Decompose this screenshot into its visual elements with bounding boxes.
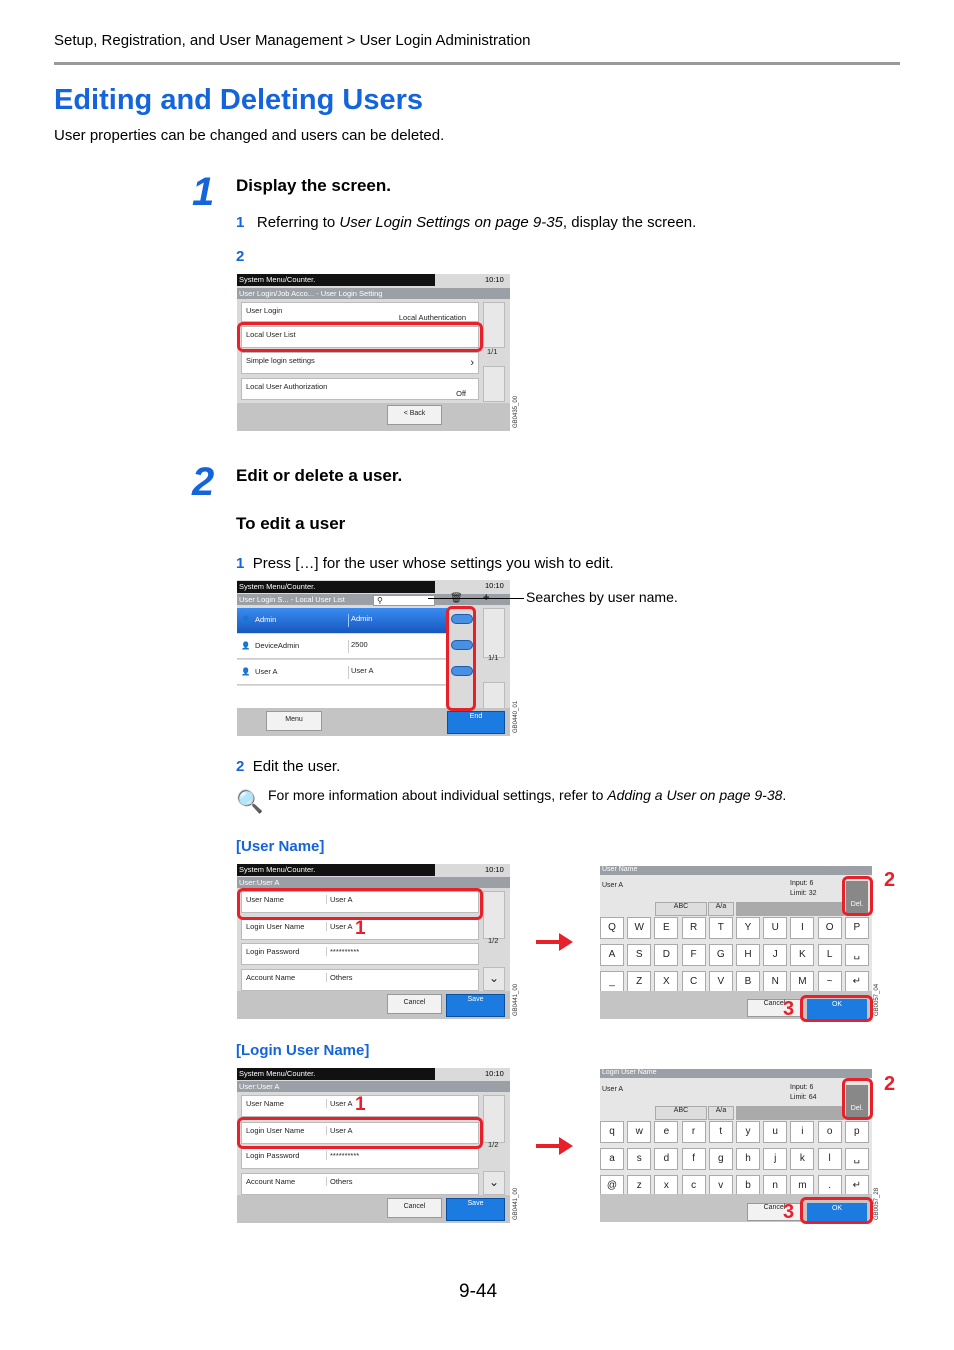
key[interactable]: f <box>682 1148 706 1170</box>
key[interactable]: K <box>790 944 814 966</box>
scroll-up-button[interactable] <box>483 1095 505 1143</box>
menu-button[interactable]: Menu <box>266 711 322 731</box>
key[interactable]: _ <box>600 971 624 993</box>
keyboard-upper: User Name User A Input: 6 Limit: 32 Del. ABC A/a Q W E R T Y U I O P A S D F G H J K L ␣ _ Z X C V B N M ~ ↵ Cancel OK <box>600 866 872 1019</box>
ok-button[interactable]: OK <box>807 999 867 1019</box>
marker-1: 1 <box>355 1094 366 1115</box>
step-2-number: 2 <box>192 460 215 504</box>
key[interactable]: P <box>845 917 869 939</box>
marker-1: 1 <box>355 918 366 939</box>
key[interactable]: u <box>763 1121 787 1143</box>
key[interactable]: h <box>736 1148 760 1170</box>
key[interactable]: T <box>709 917 733 939</box>
key[interactable]: ↵ <box>845 1175 869 1197</box>
back-button[interactable]: < Back <box>387 405 442 425</box>
field-account-name[interactable]: Account Name Others <box>241 1173 479 1195</box>
key[interactable]: O <box>818 917 842 939</box>
key[interactable]: Z <box>627 971 651 993</box>
search-callout: Searches by user name. <box>526 589 678 605</box>
key[interactable]: o <box>818 1121 842 1143</box>
key[interactable]: s <box>627 1148 651 1170</box>
screen-edit-user-1: System Menu/Counter. 10:10 User:User A User Name User A Login User Name User A Login Password ********** Account Name Others 1/2 ⌄ Cancel Save <box>237 864 510 1019</box>
key[interactable]: ↵ <box>845 971 869 993</box>
row-simple-login[interactable]: Simple login settings › <box>241 352 479 374</box>
save-button[interactable]: Save <box>446 1198 505 1221</box>
figure-code: GB0441_00 <box>513 983 519 1016</box>
key[interactable]: c <box>682 1175 706 1197</box>
key[interactable]: A <box>600 944 624 966</box>
user-icon: 👤 <box>241 615 251 624</box>
key[interactable]: I <box>790 917 814 939</box>
field-user-name[interactable]: User Name User A <box>241 891 479 913</box>
row-user-login[interactable]: User Login Local Authentication <box>241 302 479 322</box>
key[interactable]: N <box>763 971 787 993</box>
key[interactable]: W <box>627 917 651 939</box>
highlight-delete <box>842 876 873 916</box>
search-icon[interactable]: ⚲ <box>373 595 435 606</box>
page-title: Editing and Deleting Users <box>54 84 423 116</box>
field-login-user-name[interactable]: Login User Name User A <box>241 918 479 940</box>
keyboard-lower: Login User Name User A Input: 6 Limit: 64 Del. ABC A/a q w e r t y u i o p a s d f g h j k l ␣ @ z x c v b n m . ↵ Cancel OK <box>600 1069 872 1222</box>
user-icon: 👤 <box>241 667 251 676</box>
case-toggle[interactable]: A/a <box>708 902 734 916</box>
save-button[interactable]: Save <box>446 994 505 1017</box>
marker-3: 3 <box>783 1201 795 1223</box>
cursor-keys[interactable] <box>736 1106 844 1120</box>
cancel-button[interactable]: Cancel <box>747 1203 802 1221</box>
key[interactable]: l <box>818 1148 842 1170</box>
scroll-down-button[interactable]: ⌄ <box>483 967 505 991</box>
scroll-down-button[interactable] <box>483 366 505 402</box>
step-1-sub-1: 1 Referring to User Login Settings on page 9-35, display the screen. <box>236 214 697 231</box>
cancel-button[interactable]: Cancel <box>747 999 802 1017</box>
key[interactable]: L <box>818 944 842 966</box>
key[interactable]: ~ <box>818 971 842 993</box>
user-row-deviceadmin[interactable]: 👤 DeviceAdmin 2500 <box>237 634 447 659</box>
header-rule <box>54 62 900 65</box>
key[interactable]: p <box>845 1121 869 1143</box>
key[interactable]: ␣ <box>845 944 869 966</box>
highlight-edit-buttons <box>446 606 476 711</box>
key[interactable]: r <box>682 1121 706 1143</box>
highlight-ok <box>800 995 873 1022</box>
key[interactable]: j <box>763 1148 787 1170</box>
scroll-up-button[interactable] <box>483 608 505 658</box>
key[interactable]: F <box>682 944 706 966</box>
key[interactable]: k <box>790 1148 814 1170</box>
step-1-heading: Display the screen. <box>236 176 391 195</box>
key[interactable]: V <box>709 971 733 993</box>
key[interactable]: U <box>763 917 787 939</box>
field-login-user-name[interactable]: Login User Name User A <box>241 1122 479 1144</box>
key[interactable]: D <box>654 944 678 966</box>
key[interactable]: X <box>654 971 678 993</box>
key[interactable]: y <box>736 1121 760 1143</box>
key[interactable]: Y <box>736 917 760 939</box>
figure-code: GB0435_00 <box>513 395 519 428</box>
cursor-keys[interactable] <box>736 902 844 916</box>
user-row-admin[interactable]: 👤 Admin Admin <box>237 608 447 633</box>
abc-button[interactable]: ABC <box>655 1106 707 1120</box>
user-row-user-a[interactable]: 👤 User A User A <box>237 660 447 685</box>
key[interactable]: J <box>763 944 787 966</box>
key[interactable]: ␣ <box>845 1148 869 1170</box>
key[interactable]: n <box>763 1175 787 1197</box>
key[interactable]: b <box>736 1175 760 1197</box>
row-local-user-authorization[interactable]: Local User Authorization Off <box>241 378 479 400</box>
field-login-password[interactable]: Login Password ********** <box>241 1147 479 1169</box>
key[interactable]: H <box>736 944 760 966</box>
key[interactable]: R <box>682 917 706 939</box>
key[interactable]: . <box>818 1175 842 1197</box>
end-button[interactable]: End <box>447 711 505 734</box>
case-toggle[interactable]: A/a <box>708 1106 734 1120</box>
key[interactable]: m <box>790 1175 814 1197</box>
user-icon: 👤 <box>241 641 251 650</box>
delete-button[interactable]: Del. <box>846 1085 868 1117</box>
key[interactable]: a <box>600 1148 624 1170</box>
arrow-right <box>536 1144 560 1148</box>
key[interactable]: B <box>736 971 760 993</box>
screen-local-user-list: System Menu/Counter. 10:10 User Login S... - Local User List ⚲ 👤 Admin Admin 👤 DeviceAdmin 2500 👤 User A User A 1/1 Menu End <box>237 580 510 736</box>
key[interactable]: Q <box>600 917 624 939</box>
intro-text: User properties can be changed and users can be deleted. <box>54 127 445 144</box>
cancel-button[interactable]: Cancel <box>387 994 442 1014</box>
key[interactable]: w <box>627 1121 651 1143</box>
arrow-right <box>536 940 560 944</box>
key[interactable]: M <box>790 971 814 993</box>
highlight-login-user-name <box>237 1117 483 1149</box>
field-account-name[interactable]: Account Name Others <box>241 969 479 991</box>
key[interactable]: S <box>627 944 651 966</box>
delete-button[interactable]: Del. <box>846 881 868 913</box>
row-local-user-list[interactable]: Local User List <box>241 326 479 348</box>
key[interactable]: i <box>790 1121 814 1143</box>
step-1-number: 1 <box>192 170 215 214</box>
figure-code: GB0440_01 <box>513 700 519 733</box>
key[interactable]: q <box>600 1121 624 1143</box>
screen-edit-user-2: System Menu/Counter. 10:10 User:User A User Name User A Login User Name User A Login Password ********** Account Name Others 1/2 ⌄ Cancel Save <box>237 1068 510 1223</box>
marker-2: 2 <box>884 869 896 891</box>
page-number: 9-44 <box>459 1281 498 1302</box>
figure-code: GB0057_04 <box>874 983 880 1016</box>
key[interactable]: G <box>709 944 733 966</box>
key[interactable]: d <box>654 1148 678 1170</box>
step-1-sub-2-number: 2 <box>236 248 245 265</box>
figure-code: GB0441_00 <box>513 1187 519 1220</box>
key[interactable]: e <box>654 1121 678 1143</box>
scroll-up-button[interactable] <box>483 302 505 348</box>
key[interactable]: @ <box>600 1175 624 1197</box>
breadcrumb: Setup, Registration, and User Management > User Login Administration <box>54 32 531 49</box>
key[interactable]: x <box>654 1175 678 1197</box>
section-user-name: [User Name] <box>236 838 325 855</box>
scroll-down-button[interactable] <box>483 682 505 710</box>
magnifier-icon: 🔍 <box>236 789 264 814</box>
key[interactable]: v <box>709 1175 733 1197</box>
section-login-user-name: [Login User Name] <box>236 1042 370 1059</box>
figure-code: GB0057_28 <box>874 1187 880 1220</box>
key[interactable]: g <box>709 1148 733 1170</box>
field-login-password[interactable]: Login Password ********** <box>241 943 479 965</box>
step-2-subheading: To edit a user <box>236 514 346 533</box>
step-2-sub-1: 1 Press […] for the user whose settings you wish to edit. <box>236 555 614 572</box>
key[interactable]: E <box>654 917 678 939</box>
scroll-up-button[interactable] <box>483 891 505 939</box>
highlight-user-name <box>237 888 483 920</box>
note-text: For more information about individual settings, refer to Adding a User on page 9-38. <box>268 787 787 803</box>
scroll-down-button[interactable]: ⌄ <box>483 1171 505 1195</box>
step-2-sub-2: 2 Edit the user. <box>236 758 341 775</box>
key[interactable]: z <box>627 1175 651 1197</box>
step-2-heading: Edit or delete a user. <box>236 466 403 485</box>
screen-user-login-setting: System Menu/Counter. 10:10 User Login/Job Acco... - User Login Setting User Login Local Authentication Local User List Simple login settings › Local User Authorization Off 1/1 < Back <box>237 274 510 431</box>
highlight-local-user-list <box>237 322 483 352</box>
marker-3: 3 <box>783 998 795 1020</box>
highlight-delete <box>842 1078 873 1120</box>
abc-button[interactable]: ABC <box>655 902 707 916</box>
key[interactable]: C <box>682 971 706 993</box>
marker-2: 2 <box>884 1073 896 1095</box>
callout-line <box>428 598 524 599</box>
highlight-ok <box>800 1197 873 1224</box>
cancel-button[interactable]: Cancel <box>387 1198 442 1218</box>
field-user-name[interactable]: User Name User A <box>241 1095 479 1117</box>
ok-button[interactable]: OK <box>807 1203 867 1222</box>
key[interactable]: t <box>709 1121 733 1143</box>
